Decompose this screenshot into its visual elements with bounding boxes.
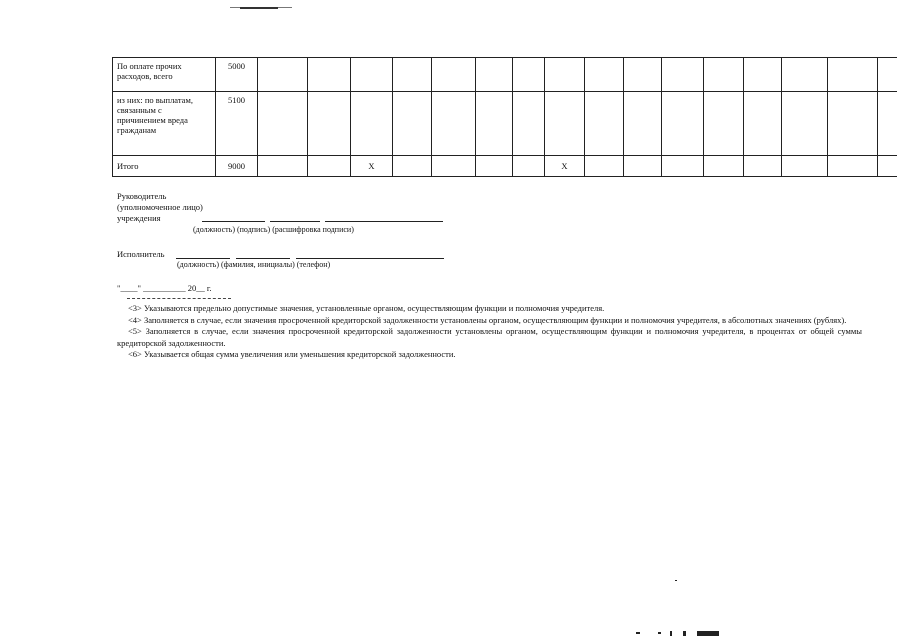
data-cell [432,92,476,156]
scan-artifact [683,631,686,636]
data-cell [585,58,624,92]
data-cell [828,92,878,156]
data-cell [624,156,662,177]
data-cell [476,92,513,156]
data-cell [393,156,432,177]
data-cell [744,58,782,92]
data-cell [662,58,704,92]
table-row [113,156,897,177]
data-cell [476,58,513,92]
row-name-cell: По оплате прочих расходов, всего [113,58,216,92]
executor-hint: (должность) (фамилия, инициалы) (телефон) [177,260,331,269]
data-cell [624,92,662,156]
data-cell [351,92,393,156]
data-cell [624,58,662,92]
footnote-4: <4> Заполняется в случае, если значения просроченной кредиторской задолженности установлены органом, осуществляющим функции и полномочия учредителя, в абсолютных значениях (рублях). [128,314,847,325]
footnotes [117,303,862,361]
footnote-5: <5> Заполняется в случае, если значения просроченной кредиторской задолженности установлены органом, осуществляющим функции и полномочия учредителя, в процентах от общей суммы кредиторской задолженности. [117,326,862,348]
data-cell [258,92,308,156]
data-cell [878,92,897,156]
data-cell [308,92,351,156]
data-cell [744,92,782,156]
table-row [113,92,897,156]
executor-name-line [236,258,290,259]
data-cell [308,156,351,177]
signature-decoding-line [325,221,443,222]
data-cell: X [545,156,585,177]
row-code-cell: 9000 [216,156,258,177]
head-label-3: учреждения [117,213,161,223]
data-cell [432,58,476,92]
data-cell [476,156,513,177]
scan-artifact [658,632,661,634]
row-code-cell: 5000 [216,58,258,92]
data-cell: X [351,156,393,177]
data-cell [585,92,624,156]
table-row [113,58,897,92]
data-cell [545,92,585,156]
footnote-separator [127,298,231,299]
data-cell [513,58,545,92]
footnote-3: <3> Указываются предельно допустимые значения, установленные органом, осуществляющим функции и полномочия учредителя. [128,303,605,313]
signature-line [270,221,320,222]
data-cell [878,156,897,177]
data-cell [545,58,585,92]
data-cell [258,156,308,177]
data-cell [704,92,744,156]
scan-artifact [636,632,640,634]
data-cell [704,156,744,177]
data-cell [662,92,704,156]
head-label-1: Руководитель [117,191,167,201]
date-line: "____" __________ 20__ г. [117,283,212,293]
data-cell [704,58,744,92]
executor-position-line [176,258,230,259]
data-cell [585,156,624,177]
data-cell [828,156,878,177]
data-cell [393,58,432,92]
data-cell [878,58,897,92]
data-cell [308,58,351,92]
scan-artifact [675,580,677,581]
head-label-2: (уполномоченное лицо) [117,202,203,212]
executor-phone-line [296,258,444,259]
data-cell [782,58,828,92]
data-cell [828,58,878,92]
data-cell [662,156,704,177]
data-cell [513,92,545,156]
scan-artifact [670,631,672,636]
scan-artifact [697,631,719,636]
position-line [202,221,265,222]
head-hint: (должность) (подпись) (расшифровка подписи) [193,225,354,234]
row-name-cell: Итого [113,156,216,177]
data-cell [782,92,828,156]
report-table [112,57,897,177]
row-code-cell: 5100 [216,92,258,156]
data-cell [744,156,782,177]
data-cell [432,156,476,177]
data-cell [351,58,393,92]
data-cell [782,156,828,177]
row-name-cell: из них: по выплатам, связанным с причинением вреда гражданам [113,92,216,156]
data-cell [513,156,545,177]
data-cell [258,58,308,92]
footnote-6: <6> Указывается общая сумма увеличения или уменьшения кредиторской задолженности. [128,349,456,359]
scan-mark [240,7,278,9]
data-cell [393,92,432,156]
executor-label: Исполнитель [117,249,165,259]
